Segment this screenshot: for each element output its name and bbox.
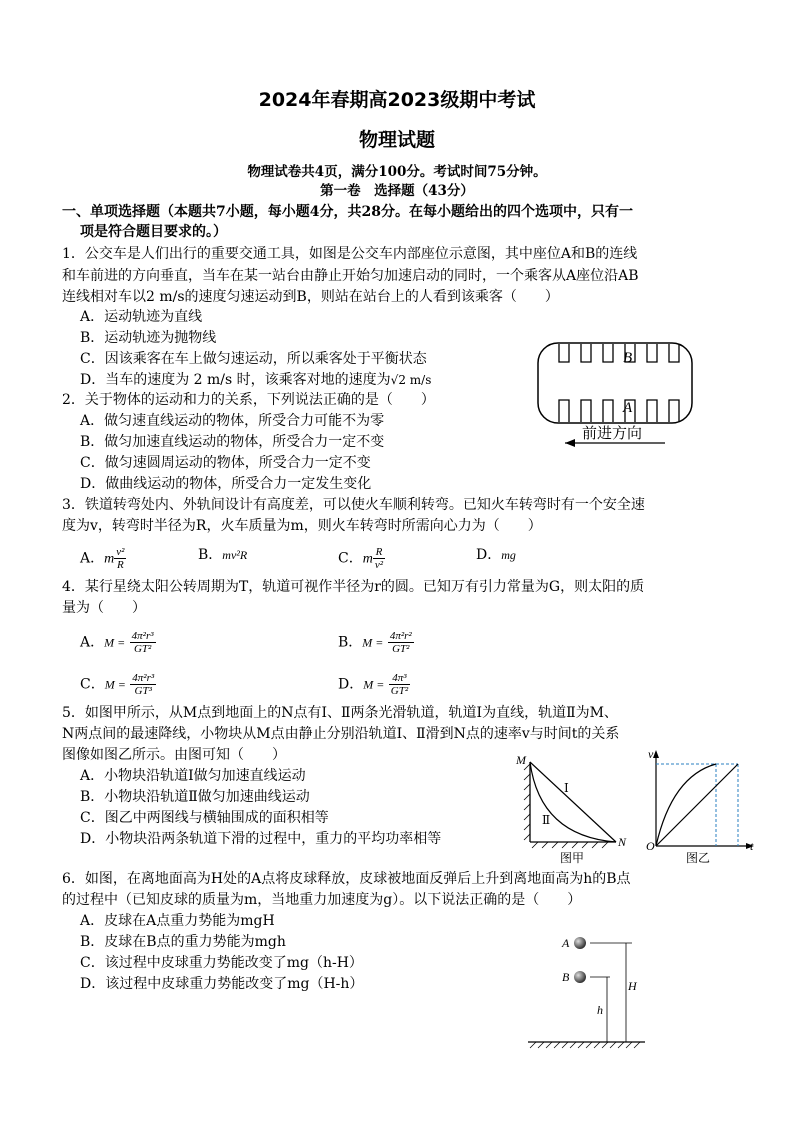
q1-option-d (80, 371, 431, 389)
ball-height-diagram (520, 930, 650, 1056)
line-i (656, 764, 738, 846)
ground-hatching (532, 842, 608, 848)
q4-option-d-numerator: 4π³ (389, 672, 410, 685)
ground-hatching (530, 1042, 640, 1048)
track-diagram (512, 748, 632, 866)
q4-option-a-numerator: 4π²r³ (131, 630, 154, 642)
q6-option-c: C．该过程中皮球重力势能改变了mg（h-H） (80, 955, 363, 971)
q4-option-c-numerator: 4π²r³ (132, 672, 155, 684)
q6-stem-line1: 6．如图，在离地面高为H处的A点将皮球释放，皮球被地面反弹后上升到离地面高为h的B点 (62, 871, 631, 887)
origin-label: O (646, 839, 655, 853)
q4-option-b-numerator: 4π²r² (389, 630, 412, 642)
q3-option-d-expr: mg (501, 548, 516, 562)
point-b-label: B (562, 970, 570, 984)
arrowhead-icon (565, 439, 575, 447)
v-axis-label: v (648, 747, 654, 761)
q3-stem-line1: 3．铁道转弯处内、外轨间设计有高度差，可以使火车顺利转弯。已知火车转弯时有一个安全速 (62, 497, 645, 513)
q5-option-a: A．小物块沿轨道Ⅰ做匀加速直线运动 (80, 768, 306, 784)
q3-option-a-denominator: R (116, 559, 124, 571)
q4-option-b-lhs: M = (362, 635, 384, 650)
q4-option-a-lhs: M = (104, 635, 126, 650)
q3-option-b-expr: mv²R (222, 548, 248, 562)
point-n-label: N (618, 835, 627, 849)
q5-option-b: B．小物块沿轨道Ⅱ做匀加速曲线运动 (80, 789, 310, 805)
q3-option-c-label: C． (338, 550, 363, 567)
q3-option-b-label: B． (198, 547, 223, 563)
q6-stem-line2: 的过程中（已知皮球的质量为m，当地重力加速度为g）。以下说法正确的是（ ） (62, 892, 582, 908)
q2-option-c: C．做匀速圆周运动的物体，所受合力一定不变 (80, 455, 371, 471)
h-label: h (597, 1003, 603, 1017)
q4-option-a (80, 630, 156, 655)
velocity-time-graph (642, 746, 762, 866)
q4-option-c-denominator: GT³ (134, 685, 152, 697)
q1-stem-line2: 和车前进的方向垂直，当车在某一站台由静止开始匀加速启动的同时，一个乘客从A座位沿AB (62, 268, 639, 284)
q5-stem-line3: 图像如图乙所示。由图可知（ ） (62, 747, 286, 763)
q3-option-d-label: D． (476, 547, 502, 563)
q3-option-a (80, 546, 126, 571)
q6-option-d: D．该过程中皮球重力势能改变了mg（H-h） (80, 976, 364, 992)
point-a-label: A (562, 936, 570, 950)
q2-option-a: A．做匀速直线运动的物体，所受合力可能不为零 (80, 413, 385, 429)
q4-option-a-denominator: GT² (133, 643, 152, 655)
point-m-label: M (516, 753, 526, 767)
q6-option-b: B．皮球在B点的重力势能为mgh (80, 934, 286, 950)
q3-option-c (338, 546, 385, 571)
q5-option-c: C．图乙中两图线与横轴围成的面积相等 (80, 810, 329, 826)
q4-stem-line2: 量为（ ） (62, 600, 146, 616)
q5-stem-line2: N两点间的最速降线，小物块从M点由静止分别沿轨道Ⅰ、Ⅱ滑到N点的速率v与时间t的关系 (62, 726, 620, 742)
q4-option-d-lhs: M = (363, 677, 385, 692)
q1-option-b: B．运动轨迹为抛物线 (80, 330, 217, 346)
big-h-label: H (628, 979, 637, 993)
q1-option-a: A．运动轨迹为直线 (80, 309, 203, 325)
direction-label: 前进方向 (582, 424, 643, 442)
q3-option-a-coef: m (104, 551, 115, 567)
section-heading-cont: 项是符合题目要求的。） (80, 224, 227, 240)
q4-option-d-denominator: GT² (390, 685, 409, 697)
page-subtitle: 物理试题 (358, 129, 435, 151)
q4-option-b-label: B． (338, 634, 363, 651)
track-ii-label: Ⅱ (542, 813, 551, 827)
q3-stem-line2: 度为v，转弯时半径为R，火车质量为m，则火车转弯时所需向心力为（ ） (62, 518, 542, 534)
q4-option-d (338, 672, 410, 697)
q4-option-d-label: D． (338, 676, 364, 693)
q3-option-d (476, 546, 516, 564)
curve-ii (656, 764, 716, 846)
part-heading: 第一卷 选择题（43分） (320, 183, 474, 199)
bus-seat-diagram (535, 340, 695, 448)
q4-option-c (80, 672, 156, 697)
q4-option-c-label: C． (80, 676, 105, 693)
q3-option-c-denominator: v² (374, 559, 384, 571)
q3-option-a-label: A． (80, 550, 105, 567)
seat-b-label: B (623, 350, 633, 366)
page-title: 2024年春期高2023级期中考试 (258, 89, 536, 111)
section-heading: 一、单项选择题（本题共7小题，每小题4分，共28分。在每小题给出的四个选项中，只有一 (62, 204, 633, 220)
q2-stem: 2．关于物体的运动和力的关系，下列说法正确的是（ ） (62, 392, 435, 408)
q4-stem-line1: 4．某行星绕太阳公转周期为T，轨道可视作半径为r的圆。已知万有引力常量为G，则太阳的质 (62, 579, 645, 595)
figure-b-caption: 图乙 (686, 851, 711, 865)
q5-option-d: D．小物块沿两条轨道下滑的过程中，重力的平均功率相等 (80, 831, 442, 847)
q2-option-b: B．做匀加速直线运动的物体，所受合力一定不变 (80, 434, 385, 450)
figure-a-caption: 图甲 (560, 851, 585, 865)
q4-option-b-denominator: GT² (392, 643, 410, 655)
track-i-label: Ⅰ (564, 781, 569, 795)
q1-stem-line1: 1．公交车是人们出行的重要交通工具，如图是公交车内部座位示意图，其中座位A和B的连线 (62, 246, 638, 262)
q4-option-a-label: A． (80, 634, 105, 651)
v-axis-arrow-icon (653, 750, 659, 758)
exam-info: 物理试卷共4页，满分100分。考试时间75分钟。 (247, 164, 547, 180)
ball-b-icon (574, 971, 586, 983)
seat-a-label: A (623, 400, 633, 416)
q4-option-b (338, 630, 414, 655)
ball-a-icon (574, 937, 586, 949)
q3-option-c-numerator: R (373, 546, 385, 559)
q3-option-b (198, 546, 247, 564)
q1-stem-line3: 连线相对车以2 m/s的速度匀速运动到B，则站在站台上的人看到该乘客（ ） (62, 289, 559, 305)
q5-stem-line1: 5．如图甲所示，从M点到地面上的N点有Ⅰ、Ⅱ两条光滑轨道，轨道Ⅰ为直线，轨道Ⅱ为M、 (62, 705, 618, 721)
t-axis-label: t (750, 839, 754, 853)
q1-option-c: C．因该乘客在车上做匀速运动，所以乘客处于平衡状态 (80, 351, 427, 367)
q2-option-d: D．做曲线运动的物体，所受合力一定发生变化 (80, 476, 372, 492)
q3-option-c-coef: m (362, 551, 373, 567)
q3-option-a-numerator: v² (116, 546, 125, 558)
q4-option-c-lhs: M = (104, 677, 126, 692)
q1-option-d-value: √2 m/s (390, 373, 432, 387)
q1-option-d-text: D．当车的速度为 2 m/s 时，该乘客对地的速度为 (80, 372, 391, 388)
wall-hatching (524, 764, 530, 840)
q6-option-a: A．皮球在A点重力势能为mgH (80, 913, 275, 929)
